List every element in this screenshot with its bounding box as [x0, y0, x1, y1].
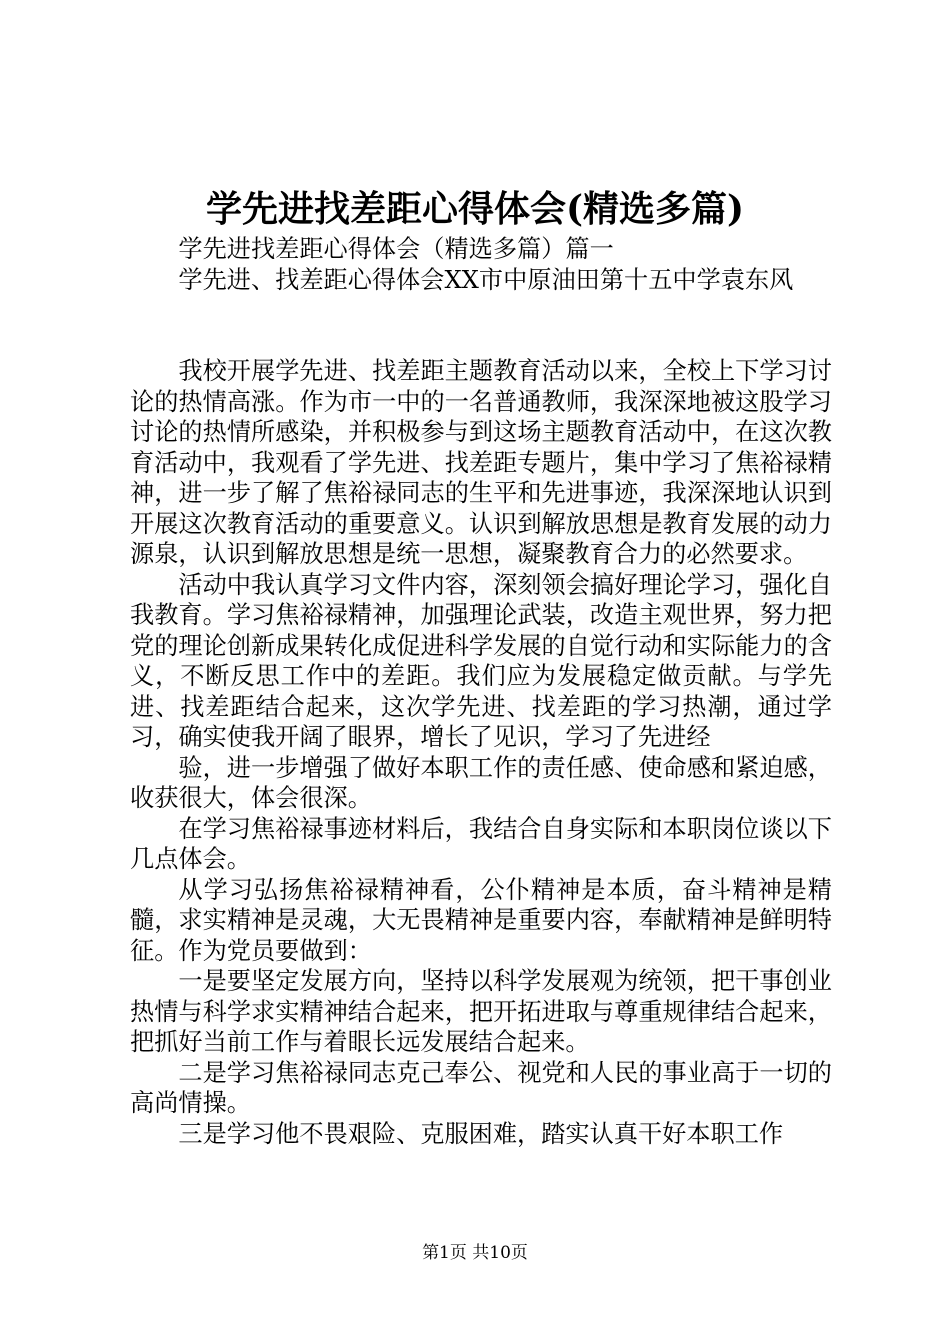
section-heading: 学先进找差距心得体会（精选多篇）篇一	[178, 235, 614, 263]
paragraph: 活动中我认真学习文件内容，深刻领会搞好理论学习，强化自我教育。学习焦裕禄精神，加强理论武装，改造主观世界，努力把党的理论创新成果转化成促进科学发展的自觉行动和实际能力的含义，不断反思工作中的差距。我们应为发展稳定做贡献。与学先进、找差距结合起来，这次学先进、找差距的学习热潮，通过学习，确实使我开阔了眼界，增长了见识，学习了先进经	[130, 570, 832, 751]
paragraph: 一是要坚定发展方向，坚持以科学发展观为统领，把干事创业热情与科学求实精神结合起来，把开拓进取与尊重规律结合起来，把抓好当前工作与着眼长远发展结合起来。	[130, 967, 832, 1056]
paragraph: 从学习弘扬焦裕禄精神看，公仆精神是本质，奋斗精神是精髓，求实精神是灵魂，大无畏精神是重要内容，奉献精神是鲜明特征。作为党员要做到：	[130, 875, 832, 965]
page-footer: 第1页 共10页	[422, 1243, 528, 1263]
paragraph: 三是学习他不畏艰险、克服困难，踏实认真干好本职工作	[178, 1119, 784, 1148]
paragraph: 在学习焦裕禄事迹材料后，我结合自身实际和本职岗位谈以下几点体会。	[130, 814, 832, 873]
paragraph: 我校开展学先进、找差距主题教育活动以来，全校上下学习讨论的热情高涨。作为市一中的一名普通教师，我深深地被这股学习讨论的热情所感染，并积极参与到这场主题教育活动中，在这次教育活动中，我观看了学先进、找差距专题片，集中学习了焦裕禄精神，进一步了解了焦裕禄同志的生平和先进事迹，我深深地认识到开展这次教育活动的重要意义。认识到解放思想是教育发展的动力源泉，认识到解放思想是统一思想，凝聚教育合力的必然要求。	[130, 357, 832, 568]
document-title: 学先进找差距心得体会(精选多篇)	[205, 188, 745, 230]
article-subtitle: 学先进、找差距心得体会XX市中原油田第十五中学袁东风	[178, 265, 794, 294]
document-body	[130, 234, 832, 1149]
blank-line	[130, 295, 832, 356]
paragraph: 二是学习焦裕禄同志克己奉公、视党和人民的事业高于一切的高尚情操。	[130, 1058, 832, 1117]
paragraph: 验，进一步增强了做好本职工作的责任感、使命感和紧迫感，收获很大，体会很深。	[130, 753, 832, 812]
